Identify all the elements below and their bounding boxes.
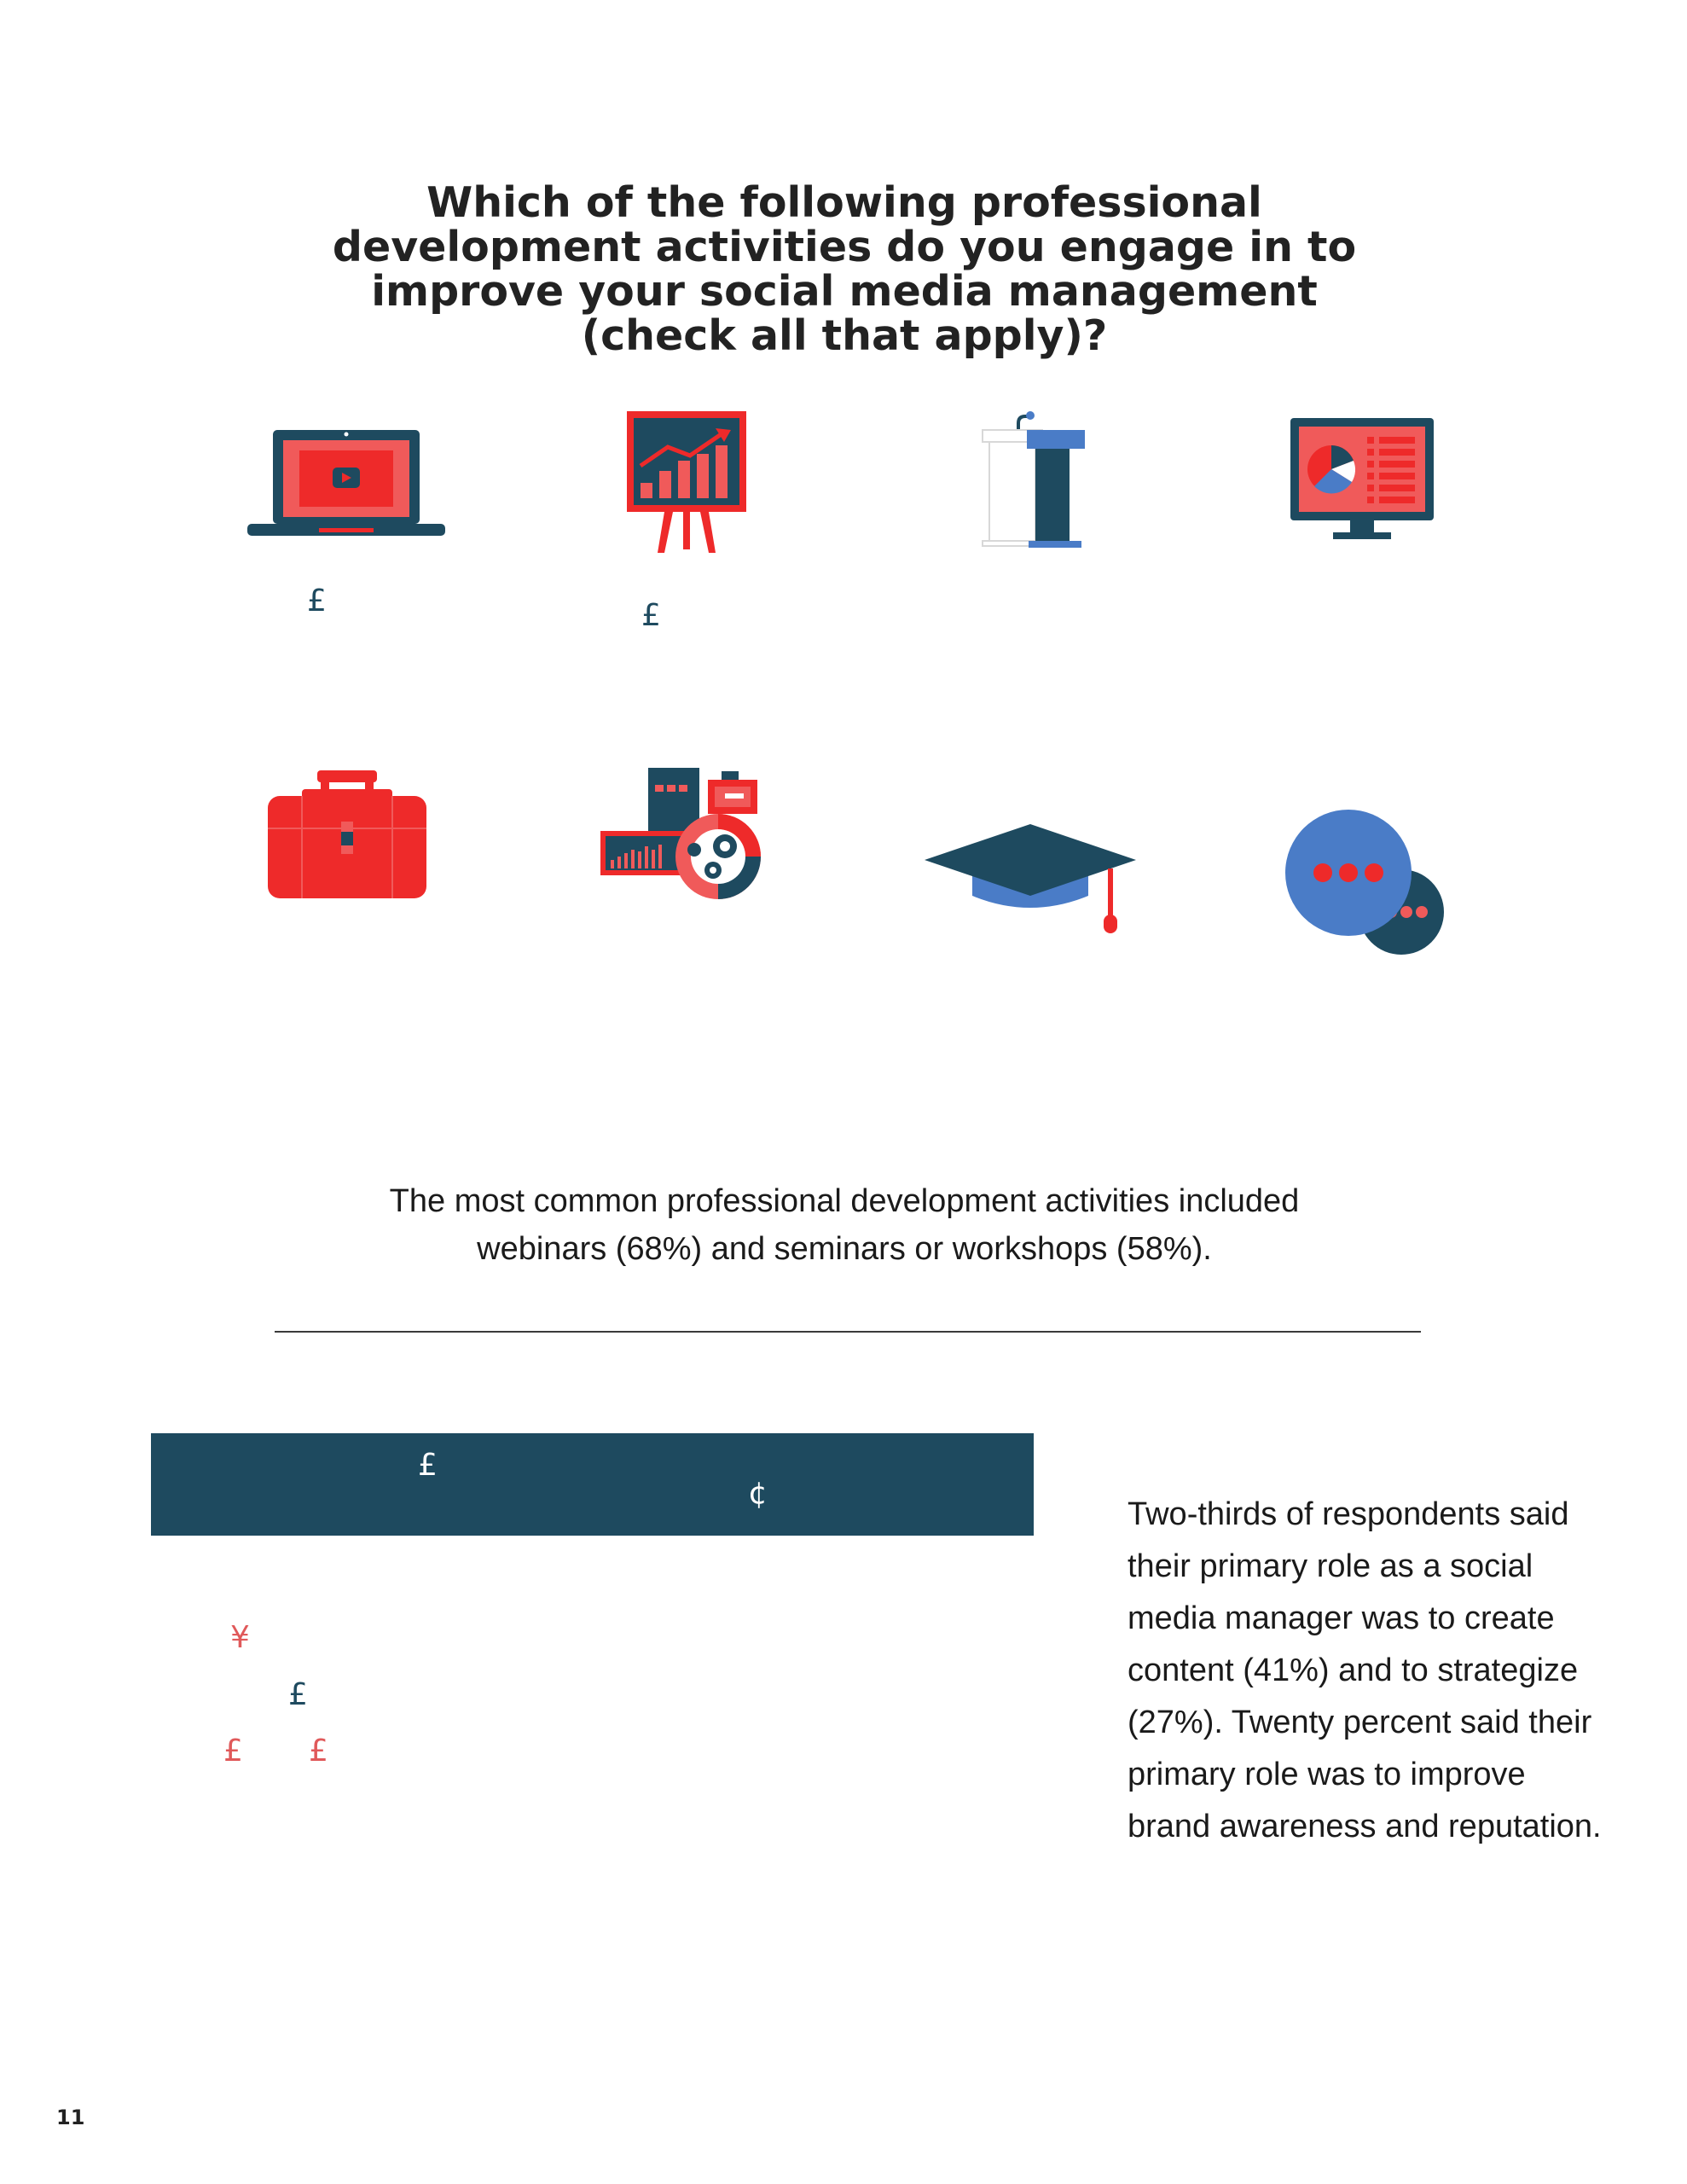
summary-text: The most common professional development activities included webinars (68%) and seminars or workshops (58%).: [389, 1183, 1300, 1267]
stray-glyph: £: [307, 584, 327, 619]
briefcase-icon: [268, 770, 426, 898]
section-divider: [275, 1331, 1421, 1333]
stray-glyph: £: [309, 1734, 328, 1769]
presentation-chart-icon: [627, 411, 746, 556]
stray-glyph: ¢: [748, 1476, 768, 1511]
stray-glyph: £: [641, 598, 661, 633]
podium-icon: [979, 404, 1090, 551]
laptop-video-icon: [247, 427, 445, 542]
monitor-dashboard-icon: [1290, 418, 1434, 543]
stray-glyph: £: [418, 1448, 438, 1483]
role-description: Two-thirds of respondents said their primary role as a social media manager was to create content (41%) and to strategize (27%). Twenty percent said their primary role was to improve brand awareness and reputation.: [1128, 1496, 1602, 1844]
question-title: Which of the following professional development activities do you engage in to improve your social media management (check all that apply)?: [332, 178, 1357, 360]
stray-glyph: £: [223, 1734, 243, 1769]
page-number: 11: [56, 2106, 85, 2129]
stray-glyph: ¥: [230, 1620, 250, 1655]
graduation-cap-icon: [921, 819, 1139, 938]
analytics-gears-icon: [600, 768, 771, 906]
stray-glyph: £: [288, 1677, 308, 1712]
chat-bubbles-icon: [1282, 806, 1444, 960]
role-banner: [151, 1433, 1034, 1536]
